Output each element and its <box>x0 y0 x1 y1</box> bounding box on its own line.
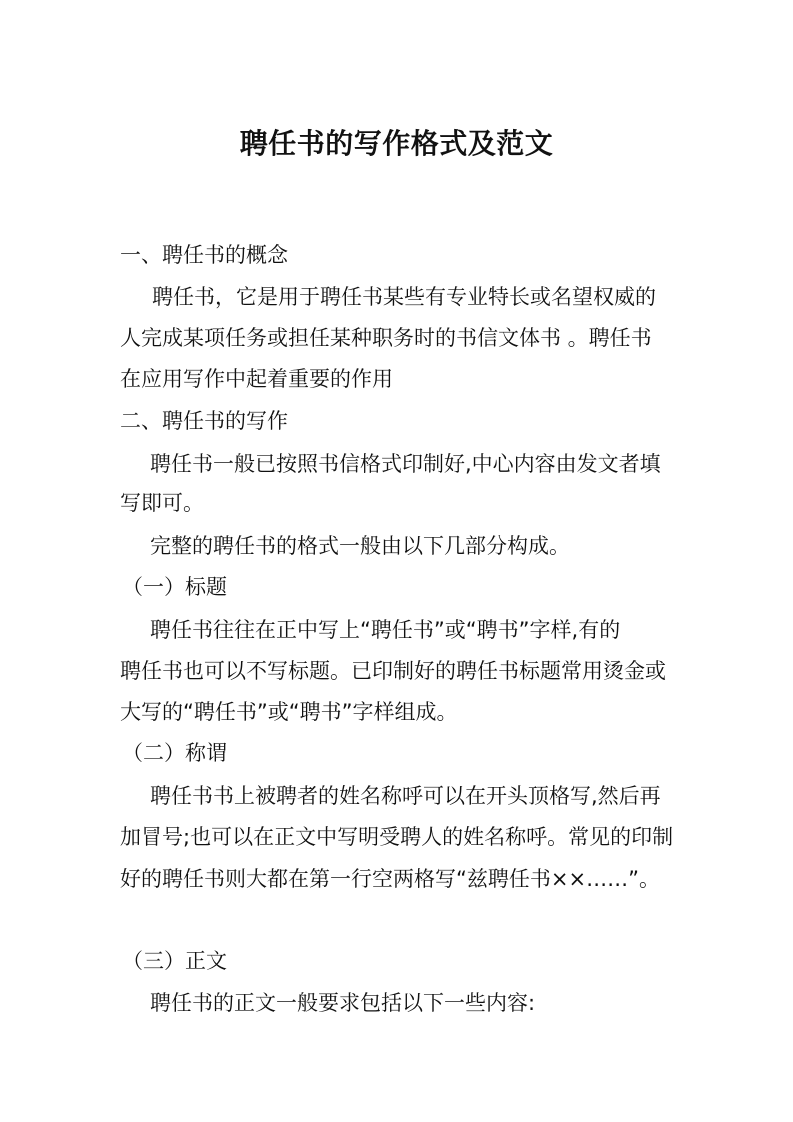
paragraph-line: 聘任书也可以不写标题。已印制好的聘任书标题常用烫金或 <box>120 659 666 683</box>
paragraph-line: 在应用写作中起着重要的作用 <box>120 367 393 391</box>
paragraph-line: 完整的聘任书的格式一般由以下几部分构成。 <box>150 534 570 558</box>
paragraph-line: 好的聘任书则大都在第一行空两格写“兹聘任书××……”。 <box>120 867 660 891</box>
paragraph-line: 聘任书往往在正中写上“聘任书”或“聘书”字样,有的 <box>150 618 621 642</box>
subsection-heading-2: （二）称谓 <box>122 741 227 765</box>
paragraph-line: 聘任书，它是用于聘任书某些有专业特长或名望权威的 <box>152 285 656 309</box>
section-heading-2: 二、聘任书的写作 <box>120 409 288 433</box>
paragraph-line: 聘任书书上被聘者的姓名称呼可以在开头顶格写,然后再 <box>150 784 661 808</box>
document-title: 聘任书的写作格式及范文 <box>239 127 554 160</box>
section-heading-1: 一、聘任书的概念 <box>120 243 288 267</box>
paragraph-line: 聘任书的正文一般要求包括以下一些内容: <box>150 991 536 1015</box>
subsection-heading-3: （三）正文 <box>122 949 227 973</box>
subsection-heading-1: （一）标题 <box>122 575 227 599</box>
paragraph-line: 大写的“聘任书”或“聘书”字样组成。 <box>120 700 458 724</box>
paragraph-line: 人完成某项任务或担任某种职务时的书信文体书 。聘任书 <box>120 326 652 350</box>
paragraph-line: 写即可。 <box>120 491 204 515</box>
paragraph-line: 加冒号;也可以在正文中写明受聘人的姓名称呼。常见的印制 <box>120 825 674 849</box>
paragraph-line: 聘任书一般已按照书信格式印制好,中心内容由发文者填 <box>150 452 661 476</box>
